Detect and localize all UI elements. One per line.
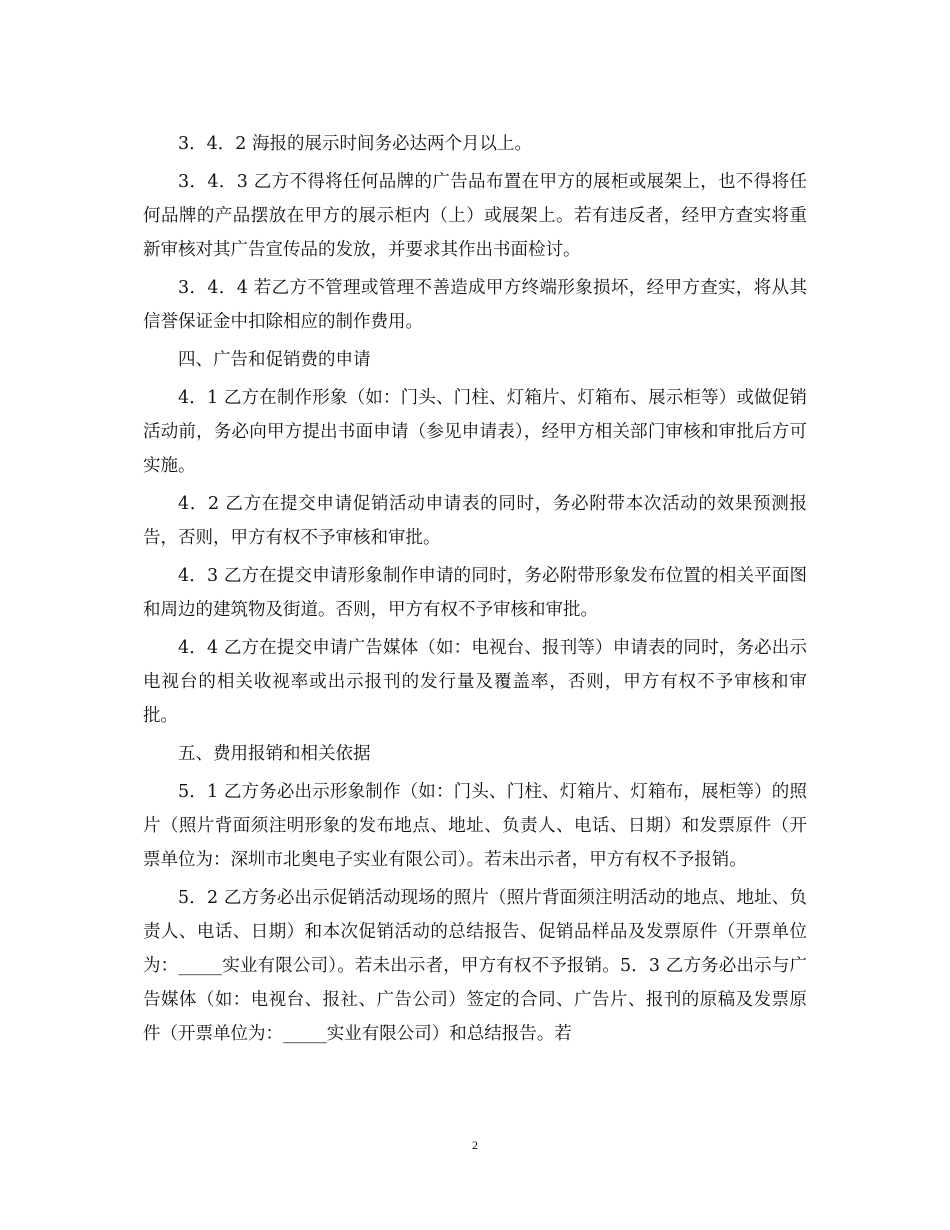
clause-3-4-3: 3．4．3 乙方不得将任何品牌的广告品布置在甲方的展柜或展架上，也不得将任何品牌的产品摆放在甲方的展示柜内（上）或展架上。若有违反者，经甲方查实将重新审核对其广告宣传品的发放，并要求其作出书面检讨。 <box>143 172 807 260</box>
clause-4-3: 4．3 乙方在提交申请形象制作申请的同时，务必附带形象发布位置的相关平面图和周边的建筑物及街道。否则，甲方有权不予审核和审批。 <box>143 566 807 620</box>
document-body <box>143 127 807 1055</box>
clause-5-1: 5．1 乙方务必出示形象制作（如：门头、门柱、灯箱片、灯箱布，展柜等）的照片（照片背面须注明形象的发布地点、地址、负责人、电话、日期）和发票原件（开票单位为：深圳市北奥电子实业有限公司）。若未出示者，甲方有权不予报销。 <box>143 782 807 870</box>
clause-3-4-4: 3．4．4 若乙方不管理或管理不善造成甲方终端形象损坏，经甲方查实，将从其信誉保证金中扣除相应的制作费用。 <box>143 278 807 332</box>
page-number: 2 <box>472 1138 478 1152</box>
section-heading-4: 四、广告和促销费的申请 <box>178 350 371 370</box>
clause-5-2: 5．2 乙方务必出示促销活动现场的照片（照片背面须注明活动的地点、地址、负责人、电话、日期）和本次促销活动的总结报告、促销品样品及发票原件（开票单位为：_____实业有限公司）。若未出示者，甲方有权不予报销。5．3 乙方务必出示与广告媒体（如：电视台、报社、广告公司）签定的合同、广告片、报刊的原稿及发票原件（开票单位为：_____实业有限公司）和总结报告。若 <box>143 888 807 1044</box>
clause-4-4: 4．4 乙方在提交申请广告媒体（如：电视台、报刊等）申请表的同时，务必出示电视台的相关收视率或出示报刊的发行量及覆盖率，否则，甲方有权不予审核和审批。 <box>143 638 807 726</box>
section-heading-5: 五、费用报销和相关依据 <box>178 744 371 764</box>
clause-3-4-2: 3．4．2 海报的展示时间务必达两个月以上。 <box>178 134 532 154</box>
clause-4-1: 4．1 乙方在制作形象（如：门头、门柱、灯箱片、灯箱布、展示柜等）或做促销活动前，务必向甲方提出书面申请（参见申请表），经甲方相关部门审核和审批后方可实施。 <box>143 388 807 476</box>
clause-4-2: 4．2 乙方在提交申请促销活动申请表的同时，务必附带本次活动的效果预测报告，否则，甲方有权不予审核和审批。 <box>143 494 807 548</box>
